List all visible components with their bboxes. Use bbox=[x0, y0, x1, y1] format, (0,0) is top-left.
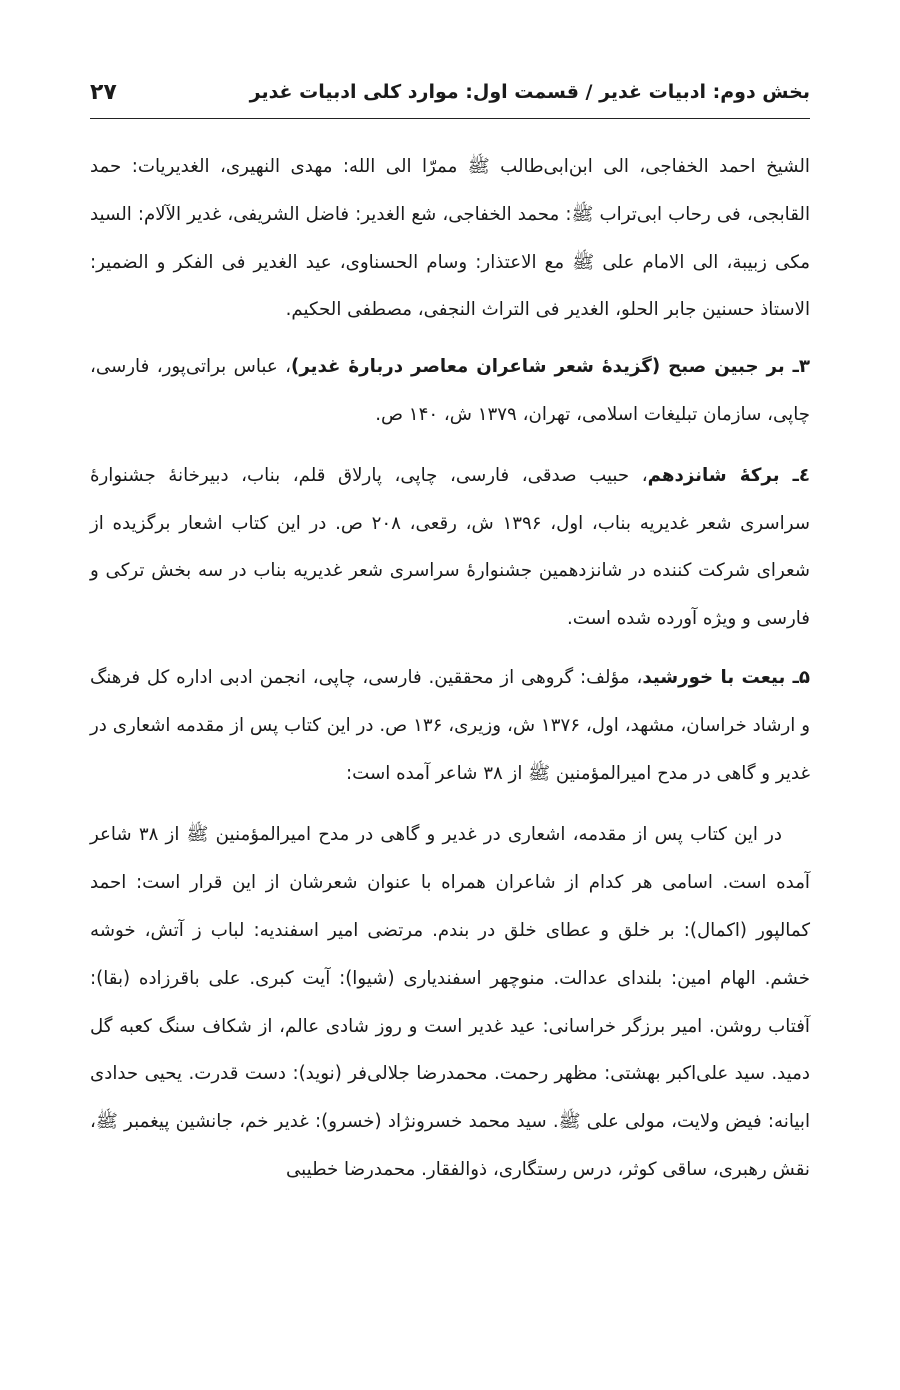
paragraph-poets-list bbox=[90, 811, 810, 1193]
entry-4-berkeh-shanzdahom bbox=[90, 452, 810, 643]
page-number: ۲۷ bbox=[90, 79, 117, 105]
entry-3-bar-jabin-sobh bbox=[90, 343, 810, 439]
entry-title: ۵ـ بیعت با خورشید bbox=[642, 666, 810, 688]
entry-text: ، عباس براتی‌پور، فارسی، چاپی، سازمان تبلیغات اسلامی، تهران، ۱۳۷۹ ش، ۱۴۰ ص. bbox=[90, 356, 810, 425]
entry-text: ، حبیب صدقی، فارسی، چاپی، پارلاق قلم، بناب، دبیرخانهٔ جشنوارهٔ سراسری شعر غدیریه بناب، اول، ۱۳۹۶ ش، رقعی، ۲۰۸ ص. در این کتاب اشعار برگزیده از شعرای شرکت کننده در شانزدهمین جشنوارهٔ سراسری شعر غدیریه بناب در سه بخش ترکی و فارسی و ویژه آورده شده است. bbox=[90, 464, 810, 630]
paragraph-ghadir-arabic-list bbox=[90, 143, 810, 334]
header-rule bbox=[90, 118, 810, 119]
paragraph-text: در این کتاب پس از مقدمه، اشعاری در غدیر و گاهی در مدح امیرالمؤمنین ﷺ از ۳۸ شاعر آمده است. اسامی هر کدام از شاعران همراه با عنوان شعرشان از این قرار است: احمد کمالپور (اکمال): بر خلق و عطای خلق در بندم. مرتضی امیر اسفندیه: لباب ز آتش، خوشه خشم. الهام امین: بلندای عدالت. منوچهر اسفندیاری (شیوا): آیت کبری. علی باقرزاده (بقا): آفتاب روشن. امیر برزگر خراسانی: عید غدیر است و روز شادی عالم، از شکاف سنگ کعبه گل دمید. سید علی‌اکبر بهشتی: مظهر رحمت. محمدرضا جلالی‌فر (نوید): دست قدرت. یحیی حدادی ابیانه: فیض ولایت، مولی علی ﷺ. سید محمد خسرونژاد (خسرو): غدیر خم، جانشین پیغمبر ﷺ، نقش رهبری، ساقی کوثر، درس رستگاری، ذوالفقار. محمدرضا خطیبی bbox=[90, 824, 810, 1180]
paragraph-text: الشیخ احمد الخفاجی، الی ابن‌ابی‌طالب ﷺ ممرّا الی الله: مهدی النهیری، الغدیریات: حمد القابجی، فی رحاب ابی‌تراب ﷺ: محمد الخفاجی، شع الغدیر: فاضل الشریفی، غدیر الآلام: السید مکی زبیبة، الی الامام علی ﷺ مع الاعتذار: وسام الحسناوی، عید الغدیر فی الفکر و الضمیر: الاستاذ حسنین جابر الحلو، الغدیر فی التراث النجفی، مصطفی الحکیم. bbox=[90, 156, 810, 321]
entry-5-beyat-ba-khorshid bbox=[90, 654, 810, 797]
book-page bbox=[90, 0, 810, 1390]
entry-title: ٤ـ برکهٔ شانزدهم bbox=[647, 464, 810, 486]
page-body bbox=[90, 143, 810, 1194]
entry-title: ۳ـ بر جبین صبح (گزیدهٔ شعر شاعران معاصر دربارهٔ غدیر) bbox=[291, 356, 810, 378]
entry-text: ، مؤلف: گروهی از محققین. فارسی، چاپی، انجمن ادبی اداره کل فرهنگ و ارشاد خراسان، مشهد، اول، ۱۳۷۶ ش، وزیری، ۱۳۶ ص. در این کتاب پس از مقدمه اشعاری در غدیر و گاهی در مدح امیرالمؤمنین ﷺ از ۳۸ شاعر آمده است: bbox=[90, 666, 811, 784]
page-header bbox=[90, 72, 810, 112]
running-title: بخش دوم: ادبیات غدیر / قسمت اول: موارد کلی ادبیات غدیر bbox=[249, 81, 810, 103]
